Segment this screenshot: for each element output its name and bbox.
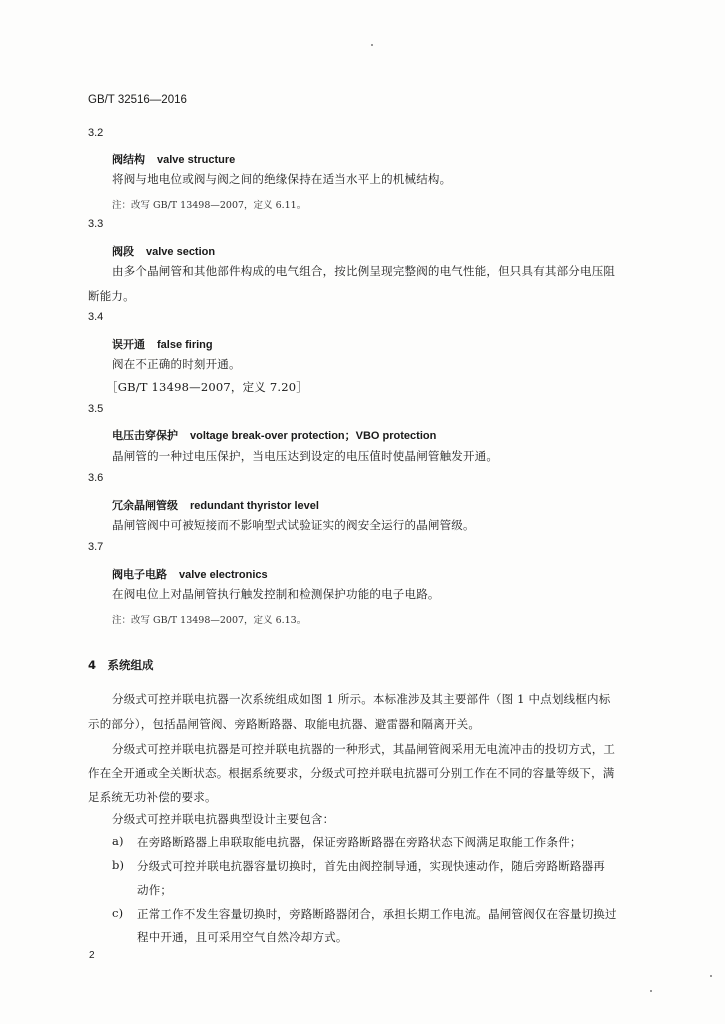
term-en: redundant thyristor level xyxy=(190,500,319,512)
clause-number: 3.5 xyxy=(88,403,104,415)
section-heading: 4 系统组成 xyxy=(88,658,154,672)
definition: 阀在不正确的时刻开通。 xyxy=(112,357,241,371)
definition: 晶闸管阀中可被短接而不影响型式试验证实的阀安全运行的晶闸管级。 xyxy=(112,518,475,532)
term-title xyxy=(112,240,215,259)
clause-number: 3.3 xyxy=(88,218,104,230)
term-title xyxy=(112,563,268,582)
definition: 由多个晶闸管和其他部件构成的电气组合，按比例呈现完整阀的电气性能，但只具有其部分电压阻 xyxy=(112,264,616,278)
note: 注：改写 GB/T 13498—2007，定义 6.13。 xyxy=(112,615,307,626)
term-en: valve structure xyxy=(157,154,236,166)
definition: 断能力。 xyxy=(88,289,135,303)
term-cn: 电压击穿保护 xyxy=(112,429,178,442)
definition: 将阀与地电位或阀与阀之间的绝缘保持在适当水平上的机械结构。 xyxy=(112,172,452,186)
term-en: valve section xyxy=(146,246,216,258)
standard-code: GB/T 32516—2016 xyxy=(88,94,187,106)
reference: ［GB/T 13498—2007，定义 7.20］ xyxy=(106,380,308,394)
paragraph-line: 分级式可控并联电抗器一次系统组成如图 1 所示。本标准涉及其主要部件（图 1 中点划线框内标 xyxy=(112,692,611,706)
clause-number: 3.2 xyxy=(88,127,104,139)
term-cn: 误开通 xyxy=(112,338,145,351)
page-number: 2 xyxy=(89,950,95,961)
list-item-text: 分级式可控并联电抗器容量切换时，首先由阀控制导通，实现快速动作，随后旁路断路器再 xyxy=(137,859,605,873)
term-cn: 阀结构 xyxy=(112,153,145,166)
list-item-text: 正常工作不发生容量切换时，旁路断路器闭合，承担长期工作电流。晶闸管阀仅在容量切换过 xyxy=(137,907,617,921)
list-item-label: b) xyxy=(112,858,125,872)
clause-number: 3.6 xyxy=(88,472,104,484)
scan-speck xyxy=(650,990,652,992)
term-cn: 阀电子电路 xyxy=(112,568,167,581)
list-item-label: a) xyxy=(112,834,124,848)
term-title xyxy=(112,494,319,513)
term-en: valve electronics xyxy=(179,569,268,581)
term-cn: 冗余晶闸管级 xyxy=(112,499,178,512)
term-title xyxy=(112,333,213,352)
definition: 晶闸管的一种过电压保护，当电压达到设定的电压值时使晶闸管触发开通。 xyxy=(112,449,499,463)
scan-speck xyxy=(371,44,373,46)
paragraph-line: 作在全开通或全关断状态。根据系统要求，分级式可控并联电抗器可分别工作在不同的容量等级下，满 xyxy=(88,766,615,780)
paragraph-line: 足系统无功补偿的要求。 xyxy=(88,790,217,804)
term-en: voltage break-over protection；VBO protection xyxy=(190,430,437,442)
list-item-label: c) xyxy=(112,906,124,920)
paragraph-line: 示的部分），包括晶闸管阀、旁路断路器、取能电抗器、避雷器和隔离开关。 xyxy=(88,717,481,731)
term-en: false firing xyxy=(157,339,213,351)
list-item-text: 在旁路断路器上串联取能电抗器，保证旁路断路器在旁路状态下阀满足取能工作条件； xyxy=(137,835,582,849)
list-item-text: 程中开通，且可采用空气自然冷却方式。 xyxy=(137,930,348,944)
definition: 在阀电位上对晶闸管执行触发控制和检测保护功能的电子电路。 xyxy=(112,587,440,601)
clause-number: 3.4 xyxy=(88,311,104,323)
scan-speck xyxy=(710,975,712,977)
note: 注：改写 GB/T 13498—2007，定义 6.11。 xyxy=(112,200,307,211)
list-item-text: 动作； xyxy=(137,883,173,897)
paragraph-line: 分级式可控并联电抗器典型设计主要包含： xyxy=(112,812,335,826)
clause-number: 3.7 xyxy=(88,541,104,553)
term-title xyxy=(112,424,436,443)
term-cn: 阀段 xyxy=(112,245,134,258)
term-title xyxy=(112,148,235,167)
paragraph-line: 分级式可控并联电抗器是可控并联电抗器的一种形式，其晶闸管阀采用无电流冲击的投切方式，工 xyxy=(112,742,616,756)
